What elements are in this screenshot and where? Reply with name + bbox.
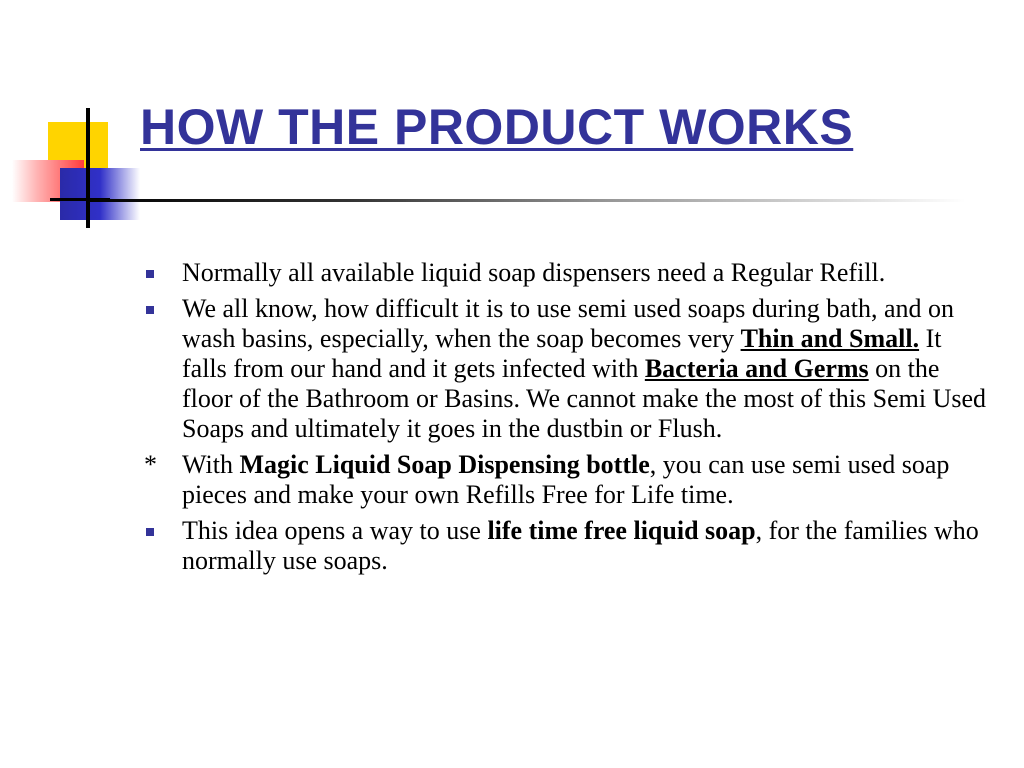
bullet-item-magic-bottle: [140, 450, 990, 510]
square-bullet-icon: [146, 270, 154, 278]
slide-title: HOW THE PRODUCT WORKS: [140, 99, 854, 155]
bullet-text: on the floor of the Bathroom or Basins. We cannot make the most of this Semi Used Soaps and ultimately it goes in the dustbin or Flush.: [182, 354, 987, 443]
bullet-text: It falls from our hand and it gets infected with: [182, 324, 942, 383]
bullet-item-refill: [140, 258, 990, 288]
blue-gradient-decoration: [60, 168, 140, 220]
square-bullet-icon: [146, 528, 154, 536]
bullet-text: , for the families who normally use soaps.: [182, 516, 979, 575]
title-divider-rule: [86, 199, 966, 202]
decorative-logo-block: [0, 0, 160, 240]
bullet-item-semi-used-soaps: [140, 294, 990, 444]
bullet-text: , you can use semi used soap pieces and make your own Refills Free for Life time.: [182, 450, 950, 509]
bullet-item-life-time-free: [140, 516, 990, 576]
emphasis-life-time-free: life time free liquid soap: [487, 516, 756, 545]
square-bullet-icon: [146, 306, 154, 314]
bullet-text: Normally all available liquid soap dispensers need a Regular Refill.: [182, 258, 886, 287]
asterisk-marker: *: [144, 450, 157, 479]
emphasis-thin-and-small: Thin and Small.: [740, 324, 920, 353]
emphasis-bacteria-and-germs: Bacteria and Germs: [644, 354, 869, 383]
bullet-text: With: [182, 450, 240, 479]
bullet-list: [140, 258, 990, 582]
emphasis-product-name: Magic Liquid Soap Dispensing bottle: [239, 450, 650, 479]
bullet-text: We all know, how difficult it is to use semi used soaps during bath, and on wash basins, especially, when the soap becomes very: [182, 294, 955, 353]
vertical-line-decoration: [86, 108, 90, 228]
bullet-text: This idea opens a way to use: [182, 516, 488, 545]
